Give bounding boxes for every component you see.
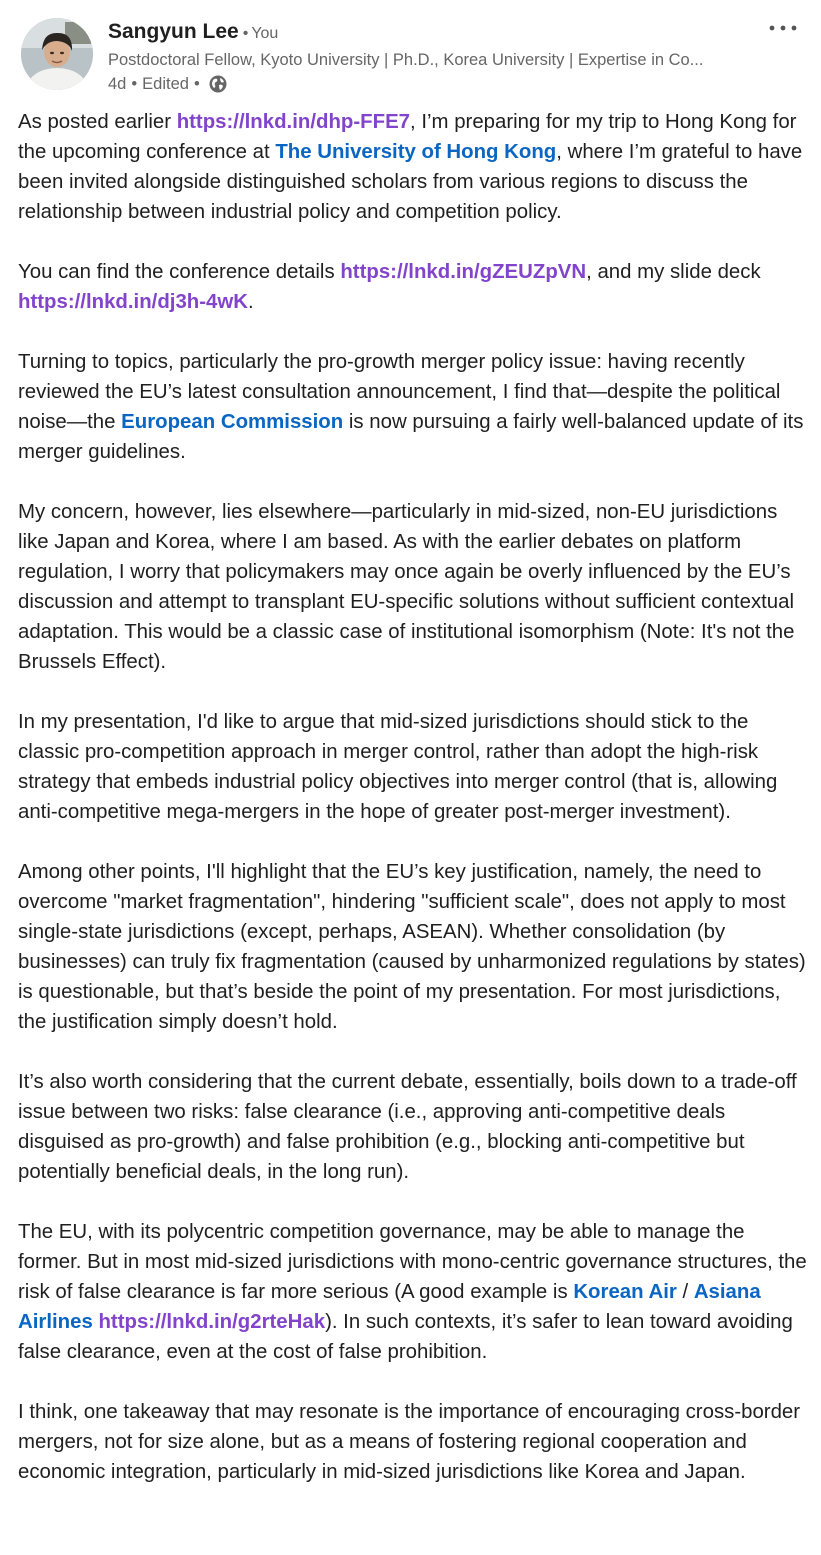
mention-korean-air[interactable]: Korean Air: [573, 1281, 677, 1303]
avatar-photo: [21, 18, 93, 90]
paragraph-7: It’s also worth considering that the current debate, essentially, boils down to a trade-off issue between two risks: false clearance (i.e., approving anti-competitive deals disguised as pro-growth) and false prohibition (e.g., blocking anti-competitive but potentially beneficial deals, in the long run).: [18, 1071, 797, 1183]
paragraph-5: In my presentation, I'd like to argue that mid-sized jurisdictions should stick to the classic pro-competition approach in merger control, rather than adopt the high-risk strategy that embeds industrial policy objectives into merger control (that is, allowing anti-competitive mega-mergers in the hope of greater post-merger investment).: [18, 711, 778, 823]
paragraph-8: [18, 1217, 813, 1367]
text: .: [247, 291, 254, 313]
post-header: [0, 0, 821, 100]
paragraph-3: [18, 347, 813, 467]
author-info: [108, 18, 758, 96]
text: , and my slide deck: [586, 261, 761, 283]
meta-separator: •: [131, 75, 138, 93]
post-time: 4d: [108, 75, 127, 93]
paragraph-4: My concern, however, lies elsewhere—particularly in mid-sized, non-EU jurisdictions like Japan and Korea, where I am based. As with the earlier debates on platform regulation, I worry that policymakers may once again be overly influenced by the EU’s discussion and attempt to transplant EU-specific solutions without sufficient contextual adaptation. This would be a classic case of institutional isomorphism (Note: It's not the Brussels Effect).: [18, 501, 795, 673]
link-dhp-ffe7[interactable]: https://lnkd.in/dhp-FFE7: [176, 111, 411, 133]
author-headline: Postdoctoral Fellow, Kyoto University | Ph.D., Korea University | Expertise in Co...: [108, 51, 704, 69]
text: You can find the conference details: [18, 261, 341, 283]
more-icon: [768, 24, 798, 32]
more-options-button[interactable]: [765, 14, 801, 42]
text: Turning to topics, particularly the pro-growth merger policy issue: having recently reviewed the EU’s latest consultation announcement, I find that—despite the political noise—the: [18, 351, 781, 433]
paragraph-1: [18, 107, 813, 227]
you-label: You: [251, 25, 279, 42]
post-meta: [108, 72, 758, 96]
globe-icon: [208, 74, 228, 94]
meta-separator: •: [193, 75, 200, 93]
mention-european-commission[interactable]: European Commission: [121, 411, 344, 433]
author-name[interactable]: Sangyun Lee: [108, 20, 239, 43]
text: As posted earlier: [18, 111, 177, 133]
paragraph-2: [18, 257, 813, 317]
link-slide-deck[interactable]: https://lnkd.in/dj3h-4wK: [18, 291, 248, 313]
link-conference-details[interactable]: https://lnkd.in/gZEUZpVN: [340, 261, 587, 283]
link-g2rtehak[interactable]: https://lnkd.in/g2rteHak: [98, 1311, 326, 1333]
text: , I’m preparing for my trip to Hong Kong for the upcoming conference at: [18, 111, 797, 163]
paragraph-9: I think, one takeaway that may resonate is the importance of encouraging cross-border mergers, not for size alone, but as a means of fostering regional cooperation and economic integration, particularly in mid-sized jurisdictions like Korea and Japan.: [18, 1401, 801, 1483]
text: /: [676, 1281, 694, 1303]
avatar[interactable]: [21, 18, 93, 90]
name-separator: •: [242, 25, 249, 42]
text: ). In such contexts, it’s safer to lean toward avoiding false clearance, even at the cost of false prohibition.: [18, 1311, 793, 1363]
edited-label: Edited: [142, 75, 189, 93]
post-body: [18, 107, 813, 1487]
author-name-line: [108, 18, 758, 48]
text: The EU, with its polycentric competition governance, may be able to manage the former. But in most mid-sized jurisdictions with mono-centric governance structures, the risk of false clearance is far more serious (A good example is: [18, 1221, 807, 1303]
text: is now pursuing a fairly well-balanced update of its merger guidelines.: [18, 411, 804, 463]
text: , where I’m grateful to have been invited alongside distinguished scholars from various regions to discuss the relationship between industrial policy and competition policy.: [18, 141, 803, 223]
mention-asiana-airlines[interactable]: Asiana Airlines: [18, 1281, 761, 1333]
mention-university-of-hong-kong[interactable]: The University of Hong Kong: [275, 141, 557, 163]
paragraph-6: Among other points, I'll highlight that the EU’s key justification, namely, the need to overcome "market fragmentation", hindering "sufficient scale", does not apply to most single-state jurisdictions (except, perhaps, ASEAN). Whether consolidation (by businesses) can truly fix fragmentation (caused by unharmonized regulations by states) is questionable, but that’s beside the point of my presentation. For most jurisdictions, the justification simply doesn’t hold.: [18, 861, 806, 1033]
